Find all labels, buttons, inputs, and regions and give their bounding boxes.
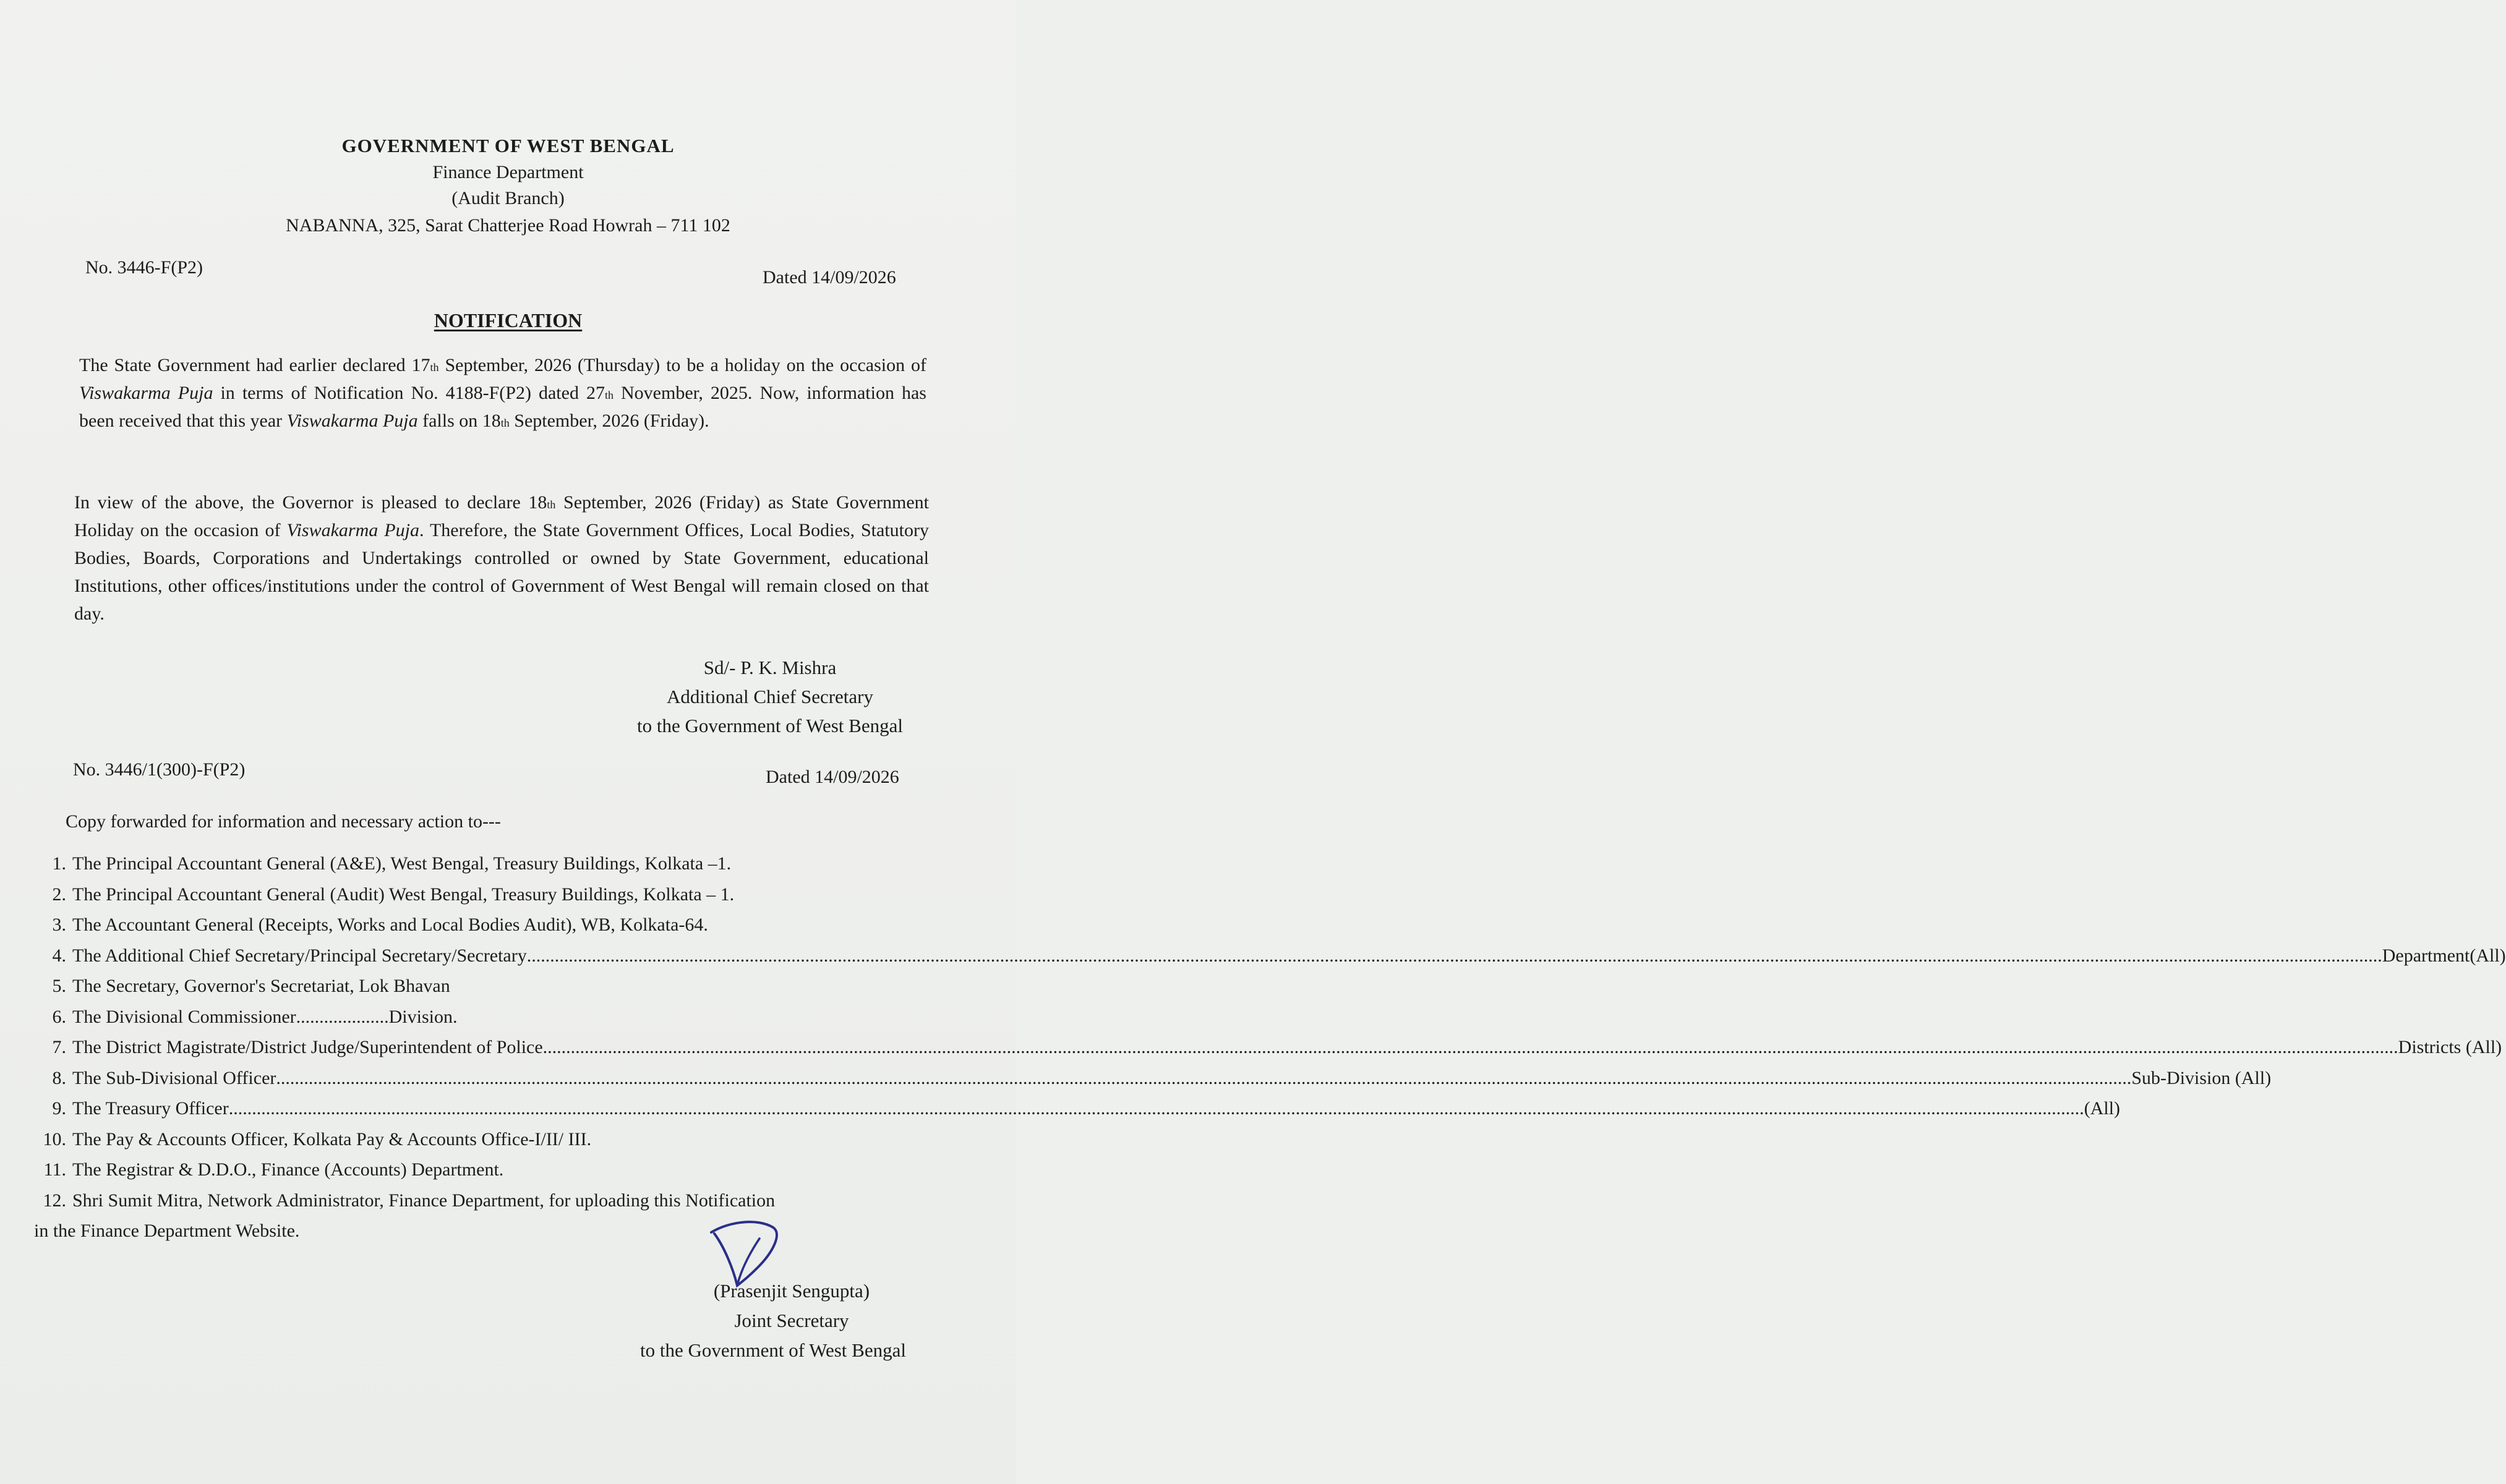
recipient-number: 2. bbox=[52, 884, 66, 905]
recipient-item bbox=[34, 1032, 2502, 1063]
dotted-leader: .................... bbox=[296, 1006, 389, 1027]
recipient-continuation: in the Finance Department Website. bbox=[34, 1221, 300, 1241]
recipient-item bbox=[34, 848, 900, 879]
recipient-tail: Department(All) bbox=[2382, 945, 2506, 966]
recipient-text: The Registrar & D.D.O., Finance (Accounts) Department. bbox=[72, 1159, 504, 1180]
signatory-2-office: to the Government of West Bengal bbox=[640, 1339, 906, 1361]
notification-title: NOTIFICATION bbox=[434, 309, 583, 331]
memo-date: Dated 14/09/2026 bbox=[763, 267, 896, 288]
recipient-text-wrap bbox=[72, 848, 900, 879]
signatory-name: Sd/- P. K. Mishra bbox=[703, 657, 837, 678]
recipient-text: The Secretary, Governor's Secretariat, Lok Bhavan bbox=[72, 976, 450, 996]
department-name: Finance Department bbox=[432, 162, 584, 182]
recipient-tail: Sub-Division (All) bbox=[2131, 1067, 2272, 1088]
signatory-2-designation: Joint Secretary bbox=[734, 1310, 849, 1331]
recipient-text-wrap bbox=[72, 1032, 2502, 1063]
signatory-designation: Additional Chief Secretary bbox=[666, 686, 873, 707]
memo-date-2: Dated 14/09/2026 bbox=[766, 767, 899, 787]
recipient-tail: Districts (All) bbox=[2398, 1037, 2502, 1057]
recipient-item bbox=[34, 1124, 900, 1155]
recipient-item bbox=[34, 940, 2506, 971]
memo-number: No. 3446-F(P2) bbox=[85, 257, 203, 278]
recipient-tail: (All) bbox=[2084, 1098, 2121, 1119]
recipient-text-wrap bbox=[72, 1154, 900, 1185]
notification-paragraph-2: In view of the above, the Governor is pleased to declare 18th September, 2026 (Friday) as State Government Holiday on the occasion of Viswakarma Puja. Therefore, the State Government Offices, Local Bodies, Statutory Bodies, Boards, Corporations and Undertakings controlled or owned by State Government, educational Institutions, other offices/institutions under the control of Government of West Bengal will remain closed on that day. bbox=[74, 492, 929, 624]
government-heading: GOVERNMENT OF WEST BENGAL bbox=[341, 135, 675, 156]
recipient-text: The Sub-Divisional Officer bbox=[72, 1067, 276, 1088]
recipient-item bbox=[34, 1154, 900, 1185]
recipient-text: The Pay & Accounts Officer, Kolkata Pay & Accounts Office-I/II/ III. bbox=[72, 1128, 592, 1149]
recipient-text-wrap bbox=[72, 879, 900, 910]
dotted-leader: ................................................................................................................................................................................................................................................................................................................................................................................................................ bbox=[526, 945, 2382, 966]
recipient-text-wrap bbox=[72, 971, 900, 1002]
recipient-number: 3. bbox=[52, 915, 66, 935]
branch-name: (Audit Branch) bbox=[451, 188, 565, 208]
recipient-number: 9. bbox=[52, 1098, 66, 1119]
recipient-number: 6. bbox=[52, 1006, 66, 1027]
recipient-text-wrap bbox=[72, 940, 2506, 971]
recipient-text: The Principal Accountant General (Audit) West Bengal, Treasury Buildings, Kolkata – 1. bbox=[72, 884, 735, 905]
signatory-office: to the Government of West Bengal bbox=[637, 715, 903, 736]
signatory-block-1 bbox=[606, 653, 934, 740]
recipient-item bbox=[34, 1093, 2121, 1124]
recipient-number: 4. bbox=[52, 945, 66, 966]
recipient-number: 11. bbox=[43, 1159, 66, 1180]
recipient-text-wrap bbox=[72, 1093, 2121, 1124]
signatory-2-name: (Prasenjit Sengupta) bbox=[713, 1280, 870, 1302]
recipient-item bbox=[34, 910, 900, 940]
recipient-list bbox=[34, 848, 2506, 1247]
recipient-item bbox=[34, 1002, 900, 1033]
signatory-block-2 bbox=[640, 1276, 922, 1365]
memo-number-2: No. 3446/1(300)-F(P2) bbox=[73, 759, 246, 780]
recipient-text: The Additional Chief Secretary/Principal Secretary/Secretary bbox=[72, 945, 527, 966]
notification-paragraph-1: The State Government had earlier declared 17th September, 2026 (Thursday) to be a holiday on the occasion of Viswakarma Puja in terms of Notification No. 4188-F(P2) dated 27th November, 2025. Now, information has been received that this year Viswakarma Puja falls on 18th September, 2026 (Friday). bbox=[79, 355, 926, 431]
recipient-text: The Principal Accountant General (A&E), West Bengal, Treasury Buildings, Kolkata –1. bbox=[72, 853, 732, 874]
recipient-number: 8. bbox=[52, 1067, 66, 1088]
recipient-text-wrap bbox=[72, 910, 900, 940]
recipient-text: Shri Sumit Mitra, Network Administrator, Finance Department, for uploading this Notification bbox=[72, 1190, 776, 1211]
recipient-text: The Treasury Officer bbox=[72, 1098, 229, 1119]
recipient-number: 10. bbox=[43, 1128, 66, 1149]
recipient-item bbox=[34, 971, 900, 1002]
recipient-number: 7. bbox=[52, 1037, 66, 1057]
recipient-item bbox=[34, 1063, 2272, 1094]
recipient-text: The District Magistrate/District Judge/Superintendent of Police bbox=[72, 1037, 543, 1057]
recipient-item bbox=[34, 879, 900, 910]
dotted-leader: ................................................................................................................................................................................................................................................................................................................................................................................................................ bbox=[276, 1067, 2132, 1088]
recipient-tail: Division. bbox=[388, 1006, 458, 1027]
copy-forward-intro: Copy forwarded for information and necessary action to--- bbox=[66, 811, 501, 832]
recipient-number: 1. bbox=[52, 853, 66, 874]
recipient-text-wrap bbox=[72, 1124, 900, 1155]
dotted-leader: ................................................................................................................................................................................................................................................................................................................................................................................................................ bbox=[228, 1098, 2084, 1119]
recipient-text: The Accountant General (Receipts, Works and Local Bodies Audit), WB, Kolkata-64. bbox=[72, 915, 708, 935]
recipient-text-wrap bbox=[72, 1063, 2272, 1094]
recipient-text-wrap bbox=[72, 1002, 900, 1033]
dotted-leader: ................................................................................................................................................................................................................................................................................................................................................................................................................ bbox=[542, 1037, 2398, 1057]
recipient-text: The Divisional Commissioner bbox=[72, 1006, 296, 1027]
recipient-number: 5. bbox=[52, 976, 66, 996]
office-address: NABANNA, 325, Sarat Chatterjee Road Howrah – 711 102 bbox=[286, 215, 730, 236]
recipient-number: 12. bbox=[43, 1190, 66, 1211]
